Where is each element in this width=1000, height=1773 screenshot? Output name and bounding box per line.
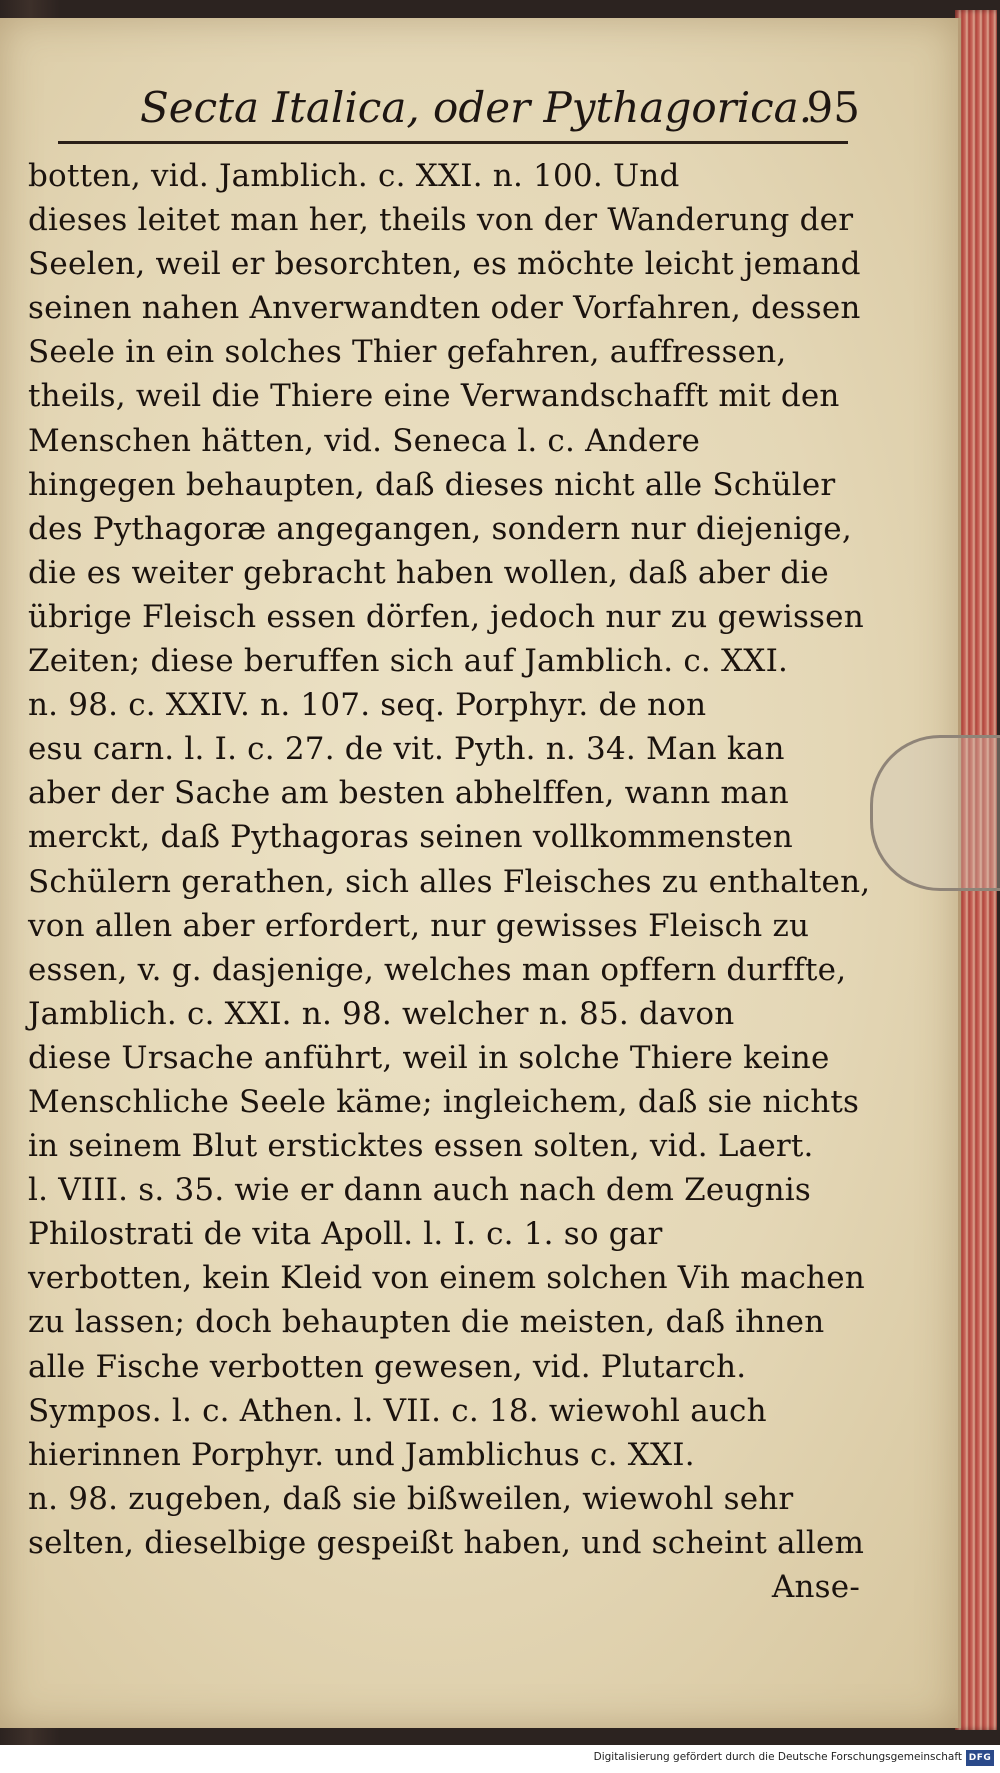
text-line: essen, v. g. dasjenige, welches man opffern durffte, bbox=[28, 951, 847, 988]
text-line: n. 98. c. XXIV. n. 107. seq. Porphyr. de non bbox=[28, 687, 707, 724]
text-line: theils, weil die Thiere eine Verwandschafft mit den bbox=[28, 378, 840, 415]
catchword: Anse- bbox=[771, 1569, 860, 1605]
text-line: hierinnen Porphyr. und Jamblichus c. XXI. bbox=[28, 1436, 695, 1473]
text-line: Jamblich. c. XXI. n. 98. welcher n. 85. davon bbox=[28, 995, 735, 1032]
text-line: diese Ursache anführt, weil in solche Thiere keine bbox=[28, 1039, 830, 1076]
text-line: n. 98. zugeben, daß sie bißweilen, wiewohl sehr bbox=[28, 1480, 794, 1517]
running-head-title: Secta Italica, oder Pythagorica. bbox=[140, 83, 813, 132]
text-line: Philostrati de vita Apoll. l. I. c. 1. so gar bbox=[28, 1216, 663, 1253]
bookmark-clip bbox=[870, 735, 1000, 891]
text-line: hingegen behaupten, daß dieses nicht alle Schüler bbox=[28, 466, 836, 503]
text-line: Sympos. l. c. Athen. l. VII. c. 18. wiewohl auch bbox=[28, 1392, 767, 1429]
text-line: l. VIII. s. 35. wie er dann auch nach dem Zeugnis bbox=[28, 1172, 811, 1209]
text-line: die es weiter gebracht haben wollen, daß aber die bbox=[28, 554, 829, 591]
funding-credit: Digitalisierung gefördert durch die Deutsche Forschungsgemeinschaft bbox=[593, 1751, 962, 1763]
dfg-logo-icon: DFG bbox=[966, 1750, 994, 1766]
text-line: Menschliche Seele käme; ingleichem, daß sie nichts bbox=[28, 1083, 860, 1120]
text-line: Seelen, weil er besorchten, es möchte leicht jemand bbox=[28, 246, 861, 283]
text-line: merckt, daß Pythagoras seinen vollkommensten bbox=[28, 819, 793, 856]
text-line: botten, vid. Jamblich. c. XXI. n. 100. Und bbox=[28, 158, 680, 194]
text-line: Schülern gerathen, sich alles Fleisches zu enthalten, bbox=[28, 863, 871, 900]
text-line: übrige Fleisch essen dörfen, jedoch nur zu gewissen bbox=[28, 598, 864, 635]
text-line: esu carn. l. I. c. 27. de vit. Pyth. n. 34. Man kan bbox=[28, 731, 785, 768]
text-line: des Pythagoræ angegangen, sondern nur diejenige, bbox=[28, 510, 852, 547]
text-line: verbotten, kein Kleid von einem solchen Vih machen bbox=[28, 1260, 865, 1297]
running-head bbox=[60, 73, 860, 143]
text-line: dieses leitet man her, theils von der Wanderung der bbox=[28, 202, 854, 239]
text-line: von allen aber erfordert, nur gewisses Fleisch zu bbox=[28, 907, 810, 944]
text-line: Menschen hätten, vid. Seneca l. c. Andere bbox=[28, 422, 701, 459]
text-line: Seele in ein solches Thier gefahren, auffressen, bbox=[28, 334, 787, 371]
header-rule bbox=[58, 141, 848, 144]
book-page bbox=[0, 18, 961, 1728]
text-line: in seinem Blut ersticktes essen solten, vid. Laert. bbox=[28, 1128, 814, 1165]
body-text bbox=[28, 154, 871, 1609]
text-line: aber der Sache am besten abhelffen, wann man bbox=[28, 775, 789, 812]
text-line: alle Fische verbotten gewesen, vid. Plutarch. bbox=[28, 1348, 747, 1385]
text-line: zu lassen; doch behaupten die meisten, daß ihnen bbox=[28, 1304, 825, 1341]
text-line: Zeiten; diese beruffen sich auf Jamblich. c. XXI. bbox=[28, 643, 789, 680]
text-line: seinen nahen Anverwandten oder Vorfahren, dessen bbox=[28, 290, 861, 327]
text-line: selten, dieselbige gespeißt haben, und scheint allem bbox=[28, 1524, 865, 1561]
page-number: 95 bbox=[806, 83, 860, 132]
digitization-footer bbox=[0, 1745, 1000, 1773]
